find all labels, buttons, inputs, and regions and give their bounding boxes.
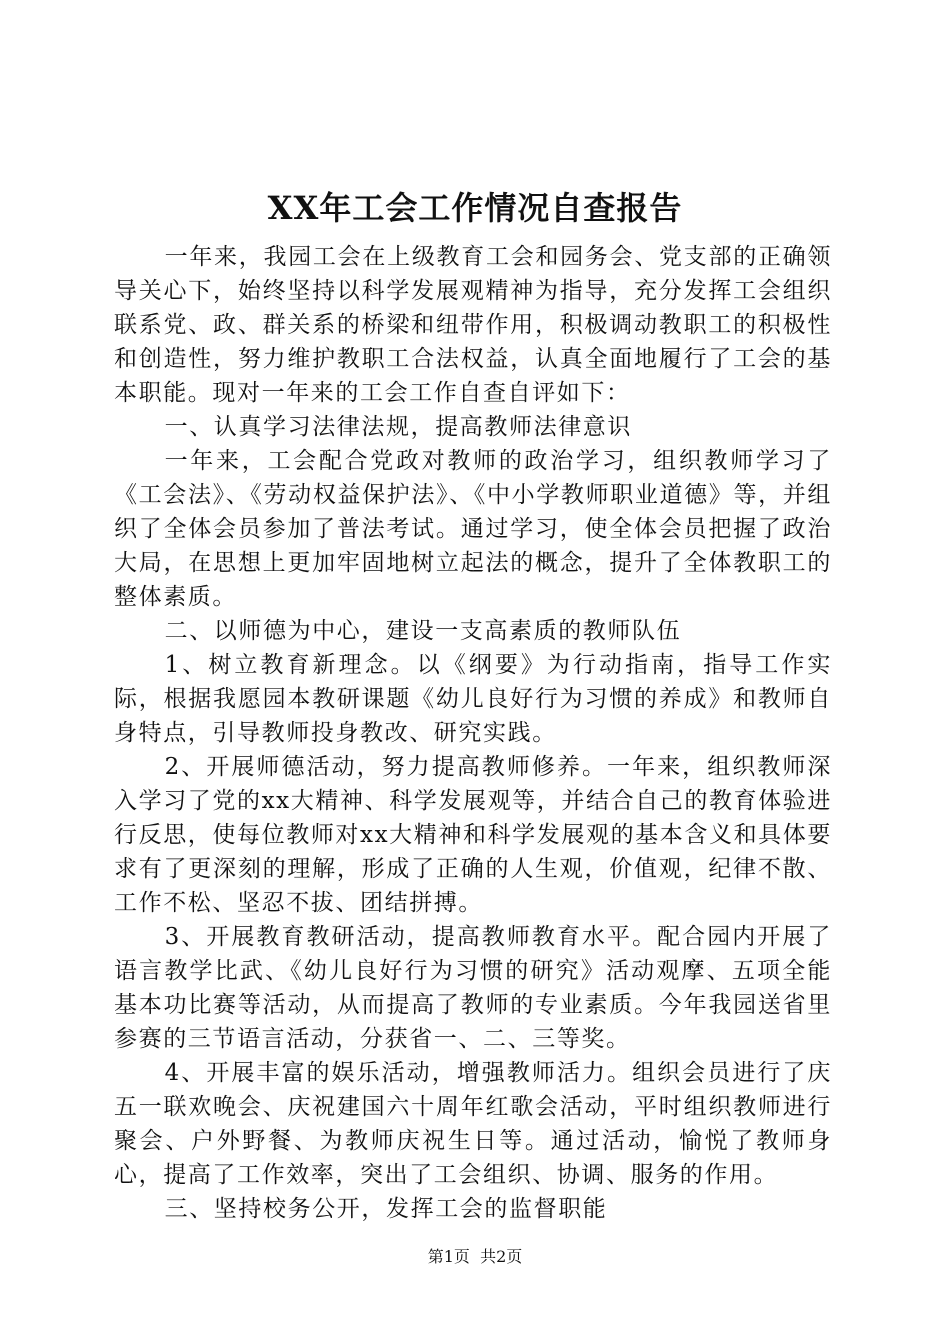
section-heading-1: 一、认真学习法律法规，提高教师法律意识 <box>164 414 632 440</box>
section-heading-2: 二、以师德为中心，建设一支高素质的教师队伍 <box>164 618 682 644</box>
paragraph-item-4: 4、开展丰富的娱乐活动，增强教师活力。组织会员进行了庆五一联欢晚会、庆祝建国六十周年红歌会活动，平时组织教师进行聚会、户外野餐、为教师庆祝生日等。通过活动，愉悦了教师身心，提高了工作效率，突出了工会组织、协调、服务的作用。 <box>114 1060 832 1188</box>
paragraph-item-1: 1、树立教育新理念。以《纲要》为行动指南，指导工作实际，根据我愿园本教研课题《幼儿良好行为习惯的养成》和教师自身特点，引导教师投身教改、研究实践。 <box>114 652 832 746</box>
paragraph-item-3: 3、开展教育教研活动，提高教师教育水平。配合园内开展了语言教学比武、《幼儿良好行为习惯的研究》活动观摩、五项全能基本功比赛等活动，从而提高了教师的专业素质。今年我园送省里参赛的三节语言活动，分获省一、二、三等奖。 <box>114 924 832 1052</box>
paragraph-intro: 一年来，我园工会在上级教育工会和园务会、党支部的正确领导关心下，始终坚持以科学发展观精神为指导，充分发挥工会组织联系党、政、群关系的桥梁和纽带作用，积极调动教职工的积极性和创造性，努力维护教职工合法权益，认真全面地履行了工会的基本职能。现对一年来的工会工作自查自评如下： <box>114 244 832 406</box>
section-heading-3: 三、坚持校务公开，发挥工会的监督职能 <box>164 1196 608 1222</box>
page-footer <box>0 1246 950 1268</box>
paragraph-item-2: 2、开展师德活动，努力提高教师修养。一年来，组织教师深入学习了党的xx大精神、科学发展观等，并结合自己的教育体验进行反思，使每位教师对xx大精神和科学发展观的基本含义和具体要求有了更深刻的理解，形成了正确的人生观，价值观，纪律不散、工作不松、坚忍不拔、团结拼搏。 <box>114 754 832 916</box>
paragraph-law-study: 一年来，工会配合党政对教师的政治学习，组织教师学习了《工会法》、《劳动权益保护法》、《中小学教师职业道德》等，并组织了全体会员参加了普法考试。通过学习，使全体会员把握了政治大局，在思想上更加牢固地树立起法的概念，提升了全体教职工的整体素质。 <box>114 448 832 610</box>
document-body <box>114 240 832 1226</box>
document-title: XX年工会工作情况自查报告 <box>267 189 683 227</box>
page-number-label: 第1页 共2页 <box>427 1247 523 1266</box>
